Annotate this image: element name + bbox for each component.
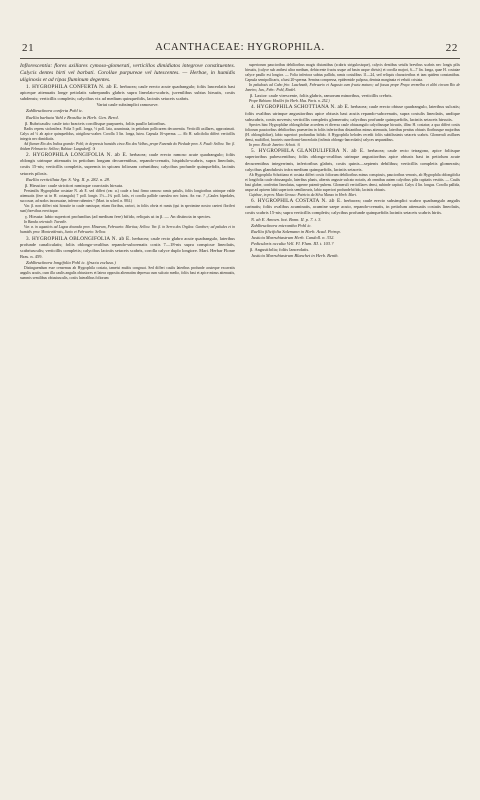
species-title: 1. HYGROPHILA CONFERTA N. ab E. xyxy=(26,83,119,90)
synonym: Pedicularis occulta Vell. Fl. Flum. III. t. 103.? xyxy=(251,241,334,247)
text-columns xyxy=(20,63,460,773)
variety: β. Angustifolia; foliis lanceolatis. xyxy=(250,247,310,253)
species-diagnosis: herbacea; caule recto tetragono, apice foliisque superioribus pubescentibus; foliis oblongo-ovalibus utrinque angustioribus apice obtusis basi in petiolum acute decurrentibus integerrimis, inferioribus glabris, costis quinis—septenis debilibus; verticillis completis glomeratis; calycibus glandulosis infra medium quinquefidis, laciniis setaceis. xyxy=(245,148,460,172)
species-entry xyxy=(245,104,460,122)
locality: In Banda orientali: Tweedie. xyxy=(24,220,68,225)
page-header xyxy=(20,42,460,56)
variation-note: Variat caule subsimplici ramosove. xyxy=(96,102,159,108)
locality: Ad flumen Rio dos Indios grande: Pohl; in depressis humidis circa Rio dos Velhas, prope Fazenda do Piedade prov. S. Pauli: Sellow. Var. β. ibidem Februario: Sellow; Bahiae: Langsdorff. ♃ xyxy=(20,141,235,151)
description: Persimilis Hygrophilae costatae N. ab E. sed differt (var. α.) caule a basi firmo ramoso ramis patulis, foliis longioribus utrinque valde attenuatis (fere ut in H. octangula) 7 poll. longis 1½—1¾ poll. latis, et corolla pallide caerulea nec lutea. An var. ? „Caules bipedales, succosae, ad nodos incrassatae, inferne rubentes.“ (Mart. in sched. n. 884.) xyxy=(20,188,235,204)
genus-intro: Inflorescentia: flores axillares cymoso-glomerati, verticillos dimidiatos integrove constituentes. Calycis dentes hirti vel barbati. Corollae purpureae vel lutescentes. — Herbae, in humidis uliginosis et ad ripas fluminum degentes. xyxy=(20,63,235,83)
description: Var. β. non differt nisi hirsutie in caule ramisque, etiam floribus, rariori, in foliis obvia et ramis (qui in speciminе nostro caeteri floriferi sunt) brevibus erectisque. xyxy=(20,204,235,214)
species-title: 3. HYGROPHILA OBLONGIFOLIA N. ab E. xyxy=(26,235,131,242)
species-diagnosis: herbacea; caule recto glabro acute quadrangulo, lateribus profunde canaliculatis; foliis oblongo-ovalibus repando-subcrenatis costis 7—18-nis supra conspicue lineolatis, scabriusculis; verticillis completis; calycibus laciniis setaceis scabris, corolla calyce duplo longiore. Mart. Herbar Florae Bras. n. 459. xyxy=(20,235,235,259)
species-title: 5. HYGROPHILA GLANDULIFERA N. ab E. xyxy=(251,148,365,155)
species-title: 2. HYGROPHILA LONGIFOLIA N. ab E. xyxy=(26,152,128,159)
synonym: Zahlbrucknera longifolia Pohl ic. (fructu excluso.) xyxy=(26,260,116,266)
left-column xyxy=(20,63,235,773)
locality: In paludosis ad Cabo frio: Luschnath, Februario et Augusto cum fructu maturo; ad fossas prope Praya vermelha et alibi circum Rio de Janeiro, Jan., Febr.: Pohl, Riedel. xyxy=(245,83,460,93)
species-title: 6. HYGROPHILA COSTATA N. ab E. xyxy=(251,198,342,205)
species-title: 4. HYGROPHILA SCHOTTIANA N. ab E. xyxy=(251,104,350,111)
species-entry xyxy=(20,152,235,177)
locality: In prov. Rio de Janeiro: Schott. ♃ xyxy=(249,143,301,148)
synonym: Ruellia barbata Vahl e Brasilia in Herb. Gen. Berol. xyxy=(26,114,119,120)
reference: N. ab E. Amoen. bot. Bonn. II. p. 7. t. 3. xyxy=(251,216,322,222)
variety: β. Rubricaulis: caule toto bracteis corollisque purpureis, foliis paullo latioribus. xyxy=(25,120,166,126)
species-diagnosis: herbacea; caule erecto obtuse quadrangulo, lateribus sulcatis; foliis ovalibus utrinque angustioribus apice obtusis basi acutis repando-subcrenatis, supra costulis lineolatis, undique subscabris, costis novenis; verticillis completis glomeratis; calycibus profunde quinquefidis, laciniis setaceis hirsutis. xyxy=(245,104,460,122)
locality: Prope Bahiam: Houllet (in Herb. Mus. Paris. n. 252.) xyxy=(249,99,330,104)
header-rule xyxy=(20,58,460,59)
synonym: Justicia Marrubiastrum Blanchet in Herb. Benth. xyxy=(251,253,339,259)
species-entry xyxy=(245,198,460,216)
running-title: ACANTHACEAE: HYGROPHILA. xyxy=(155,42,325,53)
synonym: Zahlbrucknera conferta Pohl ic. xyxy=(26,108,84,114)
locality: Cujabae, in prov. Mato Grosso: Patricio da Silva Manso in Herb. Mart. xyxy=(249,193,357,197)
description: superiorum paucioribus debilioribus magis distantibus (scabris strigulosisque), calycis dentibus setulis brevibus scabris nec longis pilis hirsutis, (calyce sub anthesi ultra medium, dehiscente fructu usque ad basin usque divisis) et corolla majori, 6—7 lin. longa, quae H. costatae calyce paullo est longior. — Folia inferiora subtus pallida, ramis costulibus 11—24, sed reliquis characteribus et tam quidem constantibus. Capsula semipollicaris, a basi 20-sperma. Semina compressa, epidermide pulposa, dentata marginata et velutii cristata. xyxy=(245,63,460,83)
variety: γ. Hirsuta: labio superiori profundius (ad medium fere) bifido, reliquis ut in β. — An distincta in species. xyxy=(25,214,212,220)
synonym: Ruellia verticillata Spr. S. Veg. II. p. 282. n. 28. xyxy=(26,176,110,182)
page-number-left: 21 xyxy=(22,42,35,54)
synonym: Ruellia filicifolia Salzmann in Herb. Acad. Petrop. xyxy=(251,228,341,234)
right-column xyxy=(245,63,460,773)
species-diagnosis: herbacea; caule erecto acute quadrangulo; foliis lanceolatis basi apiceque attenuatis longe petiolatis subrepandis glabris supra lineolato-scabris, juvenilibus subtus hirsutis, costis subdensis; verticillis completis; calycibus vix ad medium quinquefidis, laciniis setaceis scabris. xyxy=(20,83,235,102)
variety: β. Laxior: caule virescente, foliis glabris, ramorum minoribus, verticillis crebris. xyxy=(250,93,393,99)
locality: Var. α. in aquaticis ad Lagoa dourada prov. Minarum, Februario: Martius; Sellow. Var. β. in Serra dos Orgãos: Gardner; ad paludes et in humidis prov. Montevidensis, Junio et Februario: Sellow. xyxy=(20,225,235,235)
synonym: Zahlbrucknera micrantha Pohl ic. xyxy=(251,222,312,228)
species-entry xyxy=(245,148,460,173)
species-entry xyxy=(20,84,235,102)
description: Radix repens stolonifera. Folia 5 poll. longa, ½ poll. lata, acuminata, in petiolum pollicarem decurrentia. Verticilli axillares, approximati. Calyx ad ⅓ ab apice quinquefidus, utrigiloso-scaber. Corolla 3 lin. longa, lutea. Capsula 16-sperma. — Ab H. salicifolia differt verticillis integris nec dimidiatis. xyxy=(20,126,235,141)
variety: β. Hirsutior: caule strictiori ramisque coarctatis hirsuta. xyxy=(25,182,124,188)
species-entry xyxy=(20,236,235,261)
description: Distinguendum esse censemus ab Hygrophila costata, tametsi multis congruat. Sed differt caulis lateribus profunde acuteque excavatis angulis acutis, cum illa caulis angulis obtusiores et latera opposita alternatim depressa cum sulcato medio, foliis basi et apice minus attenuatis, summis semilibus obtusiusculis, costis lateralibus foliorum xyxy=(20,266,235,281)
description: Species hinc Hygrophilae oblongifoliae accedens et diversa caule obtusangulo calycibusque hirsutis, illinc H. costatae, a qua differt costis foliorum paucioribus debilioribus praesertim in foliis inferioribus distantibus minus attenuatis, lateribus penitus obtusis floribusque majoribus (H. oblongifoliae), labio superiori profundius bifido. A Hygrophila helodes recedit foliis subtilissimis setaceis scabris. Glomeruli axillares densi, multiflori, bracteis cuneiformi-lanceolatis (infimis oblongo-lanceolatis) calyces aequantibus. xyxy=(245,122,460,143)
description: Ab Hygrophila Schottiana et costata differt costis foliorum debilioribus minus conspicuis, paucioribus venosis, ab Hygrophila oblongifolia et longifolia caule obtusangulo, lateribus planis, alternis anguste sulcato notatis, ab omnibus autem calycibus pilis capitatis vestitis. — Caulis basi glaber, confertim lineolatus, superne patenti-pubens. Glomeruli verticillares densi, subinde capitati. Calyx 4 lin. longus. Corolla pallida, usque ad apicem labii superioris semilinearis, labio superiori profunde bifido, laciniis obtusis. xyxy=(245,172,460,192)
species-diagnosis: herbacea; caule erecto ramoso acute quadrangulo; foliis oblongis utrinque attenuatis in petiolum longum decurrentibus, repando-crenatis, hispidulo-scabris, supra lineolatis, costis 15-nis; verticillis completis, supremis in spicam foliosam coëuntibus; calycibus profunde quinquefidis, laciniis setaceis pilosis. xyxy=(20,152,235,176)
synonym: Justicia Marrubiastrum Herb. Candoll. n. 332. xyxy=(251,234,335,240)
species-diagnosis: herbacea; caule erecto subsimplici scabro quadrangulo angulis carinatis; foliis ovalibus acuminatis, acumine saepe acuto, repando-crenatis, in petiolum attenuatis costatis lineolatis, costis scabris 15-nis; supra verticillis completis; calycibus profunde quinquefidis laciniis setaceis scabris hirtis. xyxy=(245,198,460,216)
page-number-right: 22 xyxy=(445,42,458,54)
